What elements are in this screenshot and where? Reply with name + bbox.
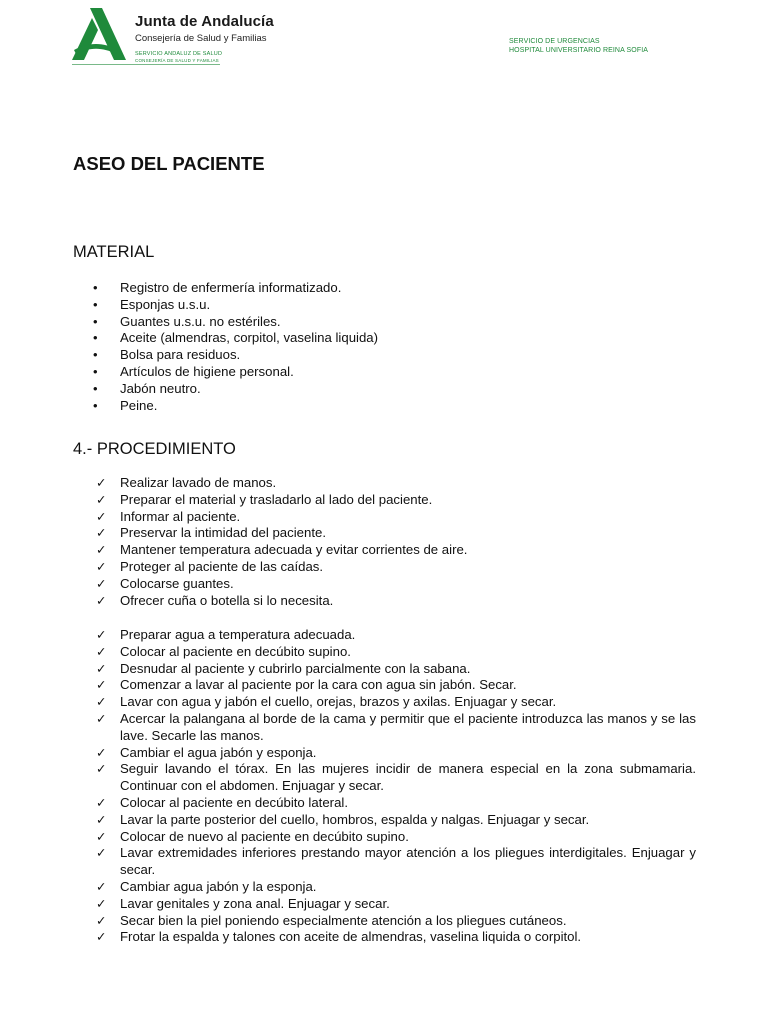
org-name: Junta de Andalucía (135, 13, 274, 30)
procedure-step: ✓ Proteger al paciente de las caídas. (73, 559, 696, 576)
procedure-step: ✓ Mantener temperatura adecuada y evitar corrientes de aire. (73, 542, 696, 559)
material-item: • Bolsa para residuos. (73, 347, 696, 364)
procedure-step: ✓ Comenzar a lavar al paciente por la cara con agua sin jabón. Secar. (73, 677, 696, 694)
procedure-step: ✓ Preservar la intimidad del paciente. (73, 525, 696, 542)
org-service: SERVICIO ANDALUZ DE SALUD (135, 51, 223, 57)
procedure-list-1 (73, 475, 696, 609)
procedure-step: ✓ Colocarse guantes. (73, 576, 696, 593)
procedure-step: ✓ Cambiar agua jabón y la esponja. (73, 879, 696, 896)
document-title: ASEO DEL PACIENTE (73, 153, 265, 174)
material-item: • Esponjas u.s.u. (73, 297, 696, 314)
org-service-secondary: CONSEJERÍA DE SALUD Y FAMILIAS (135, 58, 219, 63)
procedure-step: ✓ Colocar al paciente en decúbito lateral. (73, 795, 696, 812)
procedure-step: ✓ Acercar la palangana al borde de la cama y permitir que el paciente introduzca las manos y se las lave. Secarle las manos. (73, 711, 696, 745)
logo-divider (72, 64, 220, 65)
procedure-step: ✓ Lavar extremidades inferiores prestando mayor atención a los pliegues interdigitales. Enjuagar y secar. (73, 845, 696, 879)
material-item: • Artículos de higiene personal. (73, 364, 696, 381)
procedure-step: ✓ Frotar la espalda y talones con aceite de almendras, vaselina liquida o corpitol. (73, 929, 696, 946)
procedure-step: ✓ Seguir lavando el tórax. En las mujeres incidir de manera especial en la zona submamaria. Continuar con el abdomen. Enjuagar y secar. (73, 761, 696, 795)
material-heading: MATERIAL (73, 243, 155, 261)
junta-andalucia-logo-icon (70, 6, 130, 64)
hospital-line-2: HOSPITAL UNIVERSITARIO REINA SOFIA (509, 47, 649, 54)
procedure-step: ✓ Lavar con agua y jabón el cuello, orejas, brazos y axilas. Enjuagar y secar. (73, 694, 696, 711)
hospital-name (509, 37, 648, 55)
procedure-step: ✓ Cambiar el agua jabón y esponja. (73, 745, 696, 762)
material-item: • Aceite (almendras, corpitol, vaselina liquida) (73, 330, 696, 347)
procedure-step: ✓ Colocar de nuevo al paciente en decúbito supino. (73, 829, 696, 846)
procedure-step: ✓ Preparar el material y trasladarlo al lado del paciente. (73, 492, 696, 509)
procedure-list-2 (73, 627, 696, 946)
material-item: • Guantes u.s.u. no estériles. (73, 314, 696, 331)
procedure-step: ✓ Secar bien la piel poniendo especialmente atención a los pliegues cutáneos. (73, 913, 696, 930)
procedure-step: ✓ Desnudar al paciente y cubrirlo parcialmente con la sabana. (73, 661, 696, 678)
procedure-step: ✓ Colocar al paciente en decúbito supino. (73, 644, 696, 661)
procedure-step: ✓ Realizar lavado de manos. (73, 475, 696, 492)
procedure-step: ✓ Ofrecer cuña o botella si lo necesita. (73, 593, 696, 610)
material-item: • Registro de enfermería informatizado. (73, 280, 696, 297)
procedure-step: ✓ Lavar la parte posterior del cuello, hombros, espalda y nalgas. Enjuagar y secar. (73, 812, 696, 829)
procedure-step: ✓ Preparar agua a temperatura adecuada. (73, 627, 696, 644)
procedure-step: ✓ Lavar genitales y zona anal. Enjuagar y secar. (73, 896, 696, 913)
org-subtitle: Consejería de Salud y Familias (135, 33, 267, 44)
material-item: • Peine. (73, 398, 696, 415)
hospital-line-1: SERVICIO DE URGENCIAS (509, 38, 600, 45)
procedure-heading: 4.- PROCEDIMIENTO (73, 440, 236, 458)
material-list (73, 280, 696, 414)
material-item: • Jabón neutro. (73, 381, 696, 398)
page-header (0, 0, 768, 80)
procedure-step: ✓ Informar al paciente. (73, 509, 696, 526)
